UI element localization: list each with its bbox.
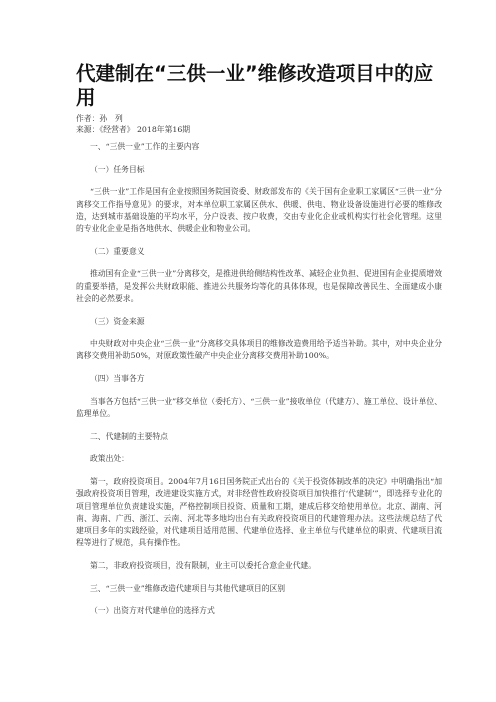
paragraph-label: 政策出处： [90,454,129,464]
paragraph: 第二，非政府投资项目，没有限制，业主可以委托合意企业代建。 [90,560,317,570]
author-line: 作者：孙 列 [76,114,123,123]
subsection-heading: （三）资金来源 [90,316,145,326]
subsection-heading: （一）出资方对代建单位的选择方式 [90,606,215,616]
section-heading: 一、“三供一业”工作的主要内容 [90,142,200,151]
paragraph: 推动国有企业“三供一业”分离移交，是推进供给侧结构性改革、减轻企业负担、促进国有企业提质增效的重要举措，是发挥公共财政职能、推进公共服务均等化的具体体现，也是保障改善民生、全面建成小康社会的必然要求。 [76,269,442,303]
paragraph: 第一，政府投资项目。2004年7月16日国务院正式出台的《关于投资体制改革的决定》中明确指出“加强政府投资项目管理，改进建设实施方式，对非经营性政府投资项目加快推行‘代建制’”，即选择专业化的项目管理单位负责建设实施，严格控制项目投资、质量和工期，建成后移交给使用单位。北京、湖南、河南、海南、广西、浙江、云南、河北等多地均出台有关政府投资项目的代建管理办法。这些法规总结了代建项目多年的实践经验，对代建项目适用范围、代建单位选择、业主单位与代建单位的职责、代建项目流程等进行了规范，具有操作性。 [76,477,442,548]
article-title: 代建制在“三供一业”维修改造项目中的应用 [76,62,434,109]
subsection-heading: （四）当事各方 [90,374,145,384]
paragraph: 当事各方包括“三供一业”移交单位（委托方）、“三供一业”接收单位（代建方）、施工单位、设计单位、监理单位。 [76,396,442,419]
paragraph: “三供一业”工作是国有企业按照国务院国资委、财政部发布的《关于国有企业职工家属区“三供一业”分离移交工作指导意见》的要求，对本单位职工家属区供水、供暖、供电、物业设备设施进行必要的维修改造，达到城市基础设施的平均水平，分户设表、按户收费，交由专业化企业或机构实行社会化管理。这里的专业化企业是指各地供水、供暖企业和物业公司。 [76,187,442,234]
section-heading: 二、代建制的主要特点 [90,431,168,441]
subsection-heading: （一）任务目标 [90,164,145,174]
section-heading: 三、“三供一业”维修改造代建项目与其他代建项目的区别 [90,583,286,593]
source-line: 来源：《经营者》 2018年第16期 [76,125,191,134]
subsection-heading: （二）重要意义 [90,246,145,256]
paragraph: 中央财政对中央企业“三供一业”分离移交具体项目的维修改造费用给予适当补助。其中，对中央企业分离移交费用补助50%，对原政策性破产中央企业分离移交费用补助100%。 [76,339,442,361]
article-body [76,141,442,617]
